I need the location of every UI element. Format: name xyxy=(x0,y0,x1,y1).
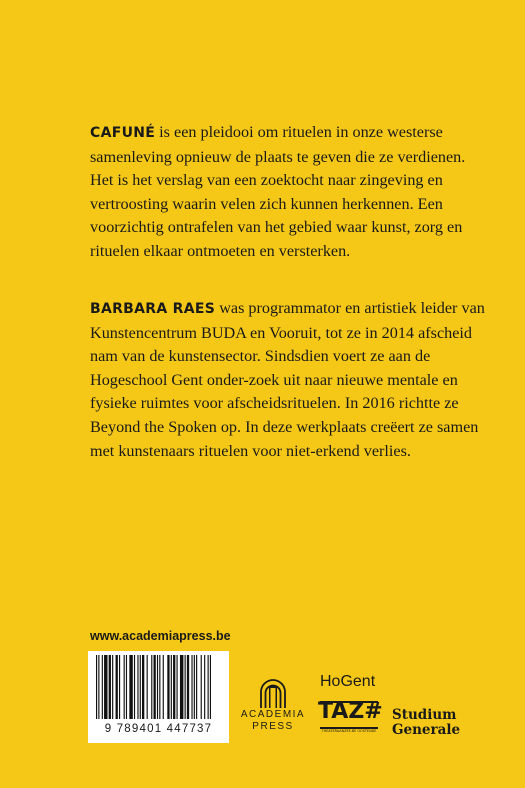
book-title: CAFUNÉ xyxy=(90,125,156,141)
barcode-bar xyxy=(208,655,209,719)
blurb-paragraph xyxy=(90,121,490,264)
barcode-bar xyxy=(167,655,169,719)
barcode-bar xyxy=(177,655,178,719)
barcode-bar xyxy=(185,655,186,719)
barcode-bar xyxy=(151,655,152,719)
studium-generale-logo-line2: Generale xyxy=(392,722,461,738)
barcode-bar xyxy=(126,655,127,719)
barcode-bar xyxy=(112,655,113,719)
isbn-number: 9 789401 447737 xyxy=(104,723,213,735)
studium-generale-logo-line1: Studium xyxy=(392,707,457,723)
barcode-bar xyxy=(194,655,195,719)
barcode-icon xyxy=(88,651,229,723)
author-name: BARBARA RAES xyxy=(90,301,216,317)
barcode-bar xyxy=(104,655,107,719)
barcode-bar xyxy=(140,655,141,719)
barcode-bar xyxy=(187,655,189,719)
blurb-text: is een pleidooi om rituelen in onze westerse samenleving opnieuw de plaats te geven die ze verdienen. Het is het verslag van een zoektocht naar zingeving en vertroosting waarin velen zich kunnen herkennen. Een voorzichtig ontrafelen van het gebied waar kunst, zorg en rituelen elkaar ontmoeten en versterken. xyxy=(90,123,466,260)
author-bio-text: was programmator en artistiek leider van Kunstencentrum BUDA en Vooruit, tot ze in 2014 afscheid nam van de kunstensector. Sindsdien voert ze aan de Hogeschool Gent onder-zoek uit naar nieuwe mentale en fysieke ruimtes voor afscheidsrituelen. In 2016 richtte ze Beyond the Spoken op. In deze werkplaats creëert ze samen met kunstenaars rituelen voor niet-erkend verlies. xyxy=(90,299,485,460)
barcode-bar xyxy=(129,655,132,719)
barcode-bar xyxy=(154,655,156,719)
barcode-bar xyxy=(98,655,99,719)
barcode-bar xyxy=(196,655,197,719)
isbn-barcode xyxy=(88,651,229,743)
academia-logo-press: PRESS xyxy=(252,721,294,732)
barcode-bar xyxy=(180,655,183,719)
barcode-bar xyxy=(163,655,164,719)
hogent-logo: HoGent xyxy=(320,673,376,690)
taz-logo: TAZ# xyxy=(318,699,383,724)
barcode-bar xyxy=(119,655,120,719)
barcode-bar xyxy=(173,655,175,719)
barcode-bar xyxy=(134,655,135,719)
taz-logo-subtitle: THEATERAANZEE.BE OOSTENDE xyxy=(321,729,377,733)
publisher-website: www.academiapress.be xyxy=(90,629,231,643)
barcode-bar xyxy=(116,655,118,719)
barcode-bar xyxy=(191,655,192,719)
barcode-bar xyxy=(102,655,103,719)
barcode-bar xyxy=(137,655,138,719)
barcode-bar xyxy=(210,655,211,719)
barcode-bar xyxy=(201,655,202,719)
barcode-bar xyxy=(171,655,172,719)
barcode-bar xyxy=(147,655,148,719)
barcode-bar xyxy=(204,655,205,719)
academia-press-logo-icon xyxy=(253,676,293,708)
barcode-bar xyxy=(142,655,144,719)
barcode-bar xyxy=(159,655,160,719)
author-bio-paragraph xyxy=(90,297,490,463)
barcode-bar xyxy=(157,655,158,719)
academia-logo-name: ACADEMIA xyxy=(240,709,306,720)
barcode-bar xyxy=(124,655,125,719)
barcode-bar xyxy=(96,655,97,719)
barcode-bar xyxy=(109,655,111,719)
